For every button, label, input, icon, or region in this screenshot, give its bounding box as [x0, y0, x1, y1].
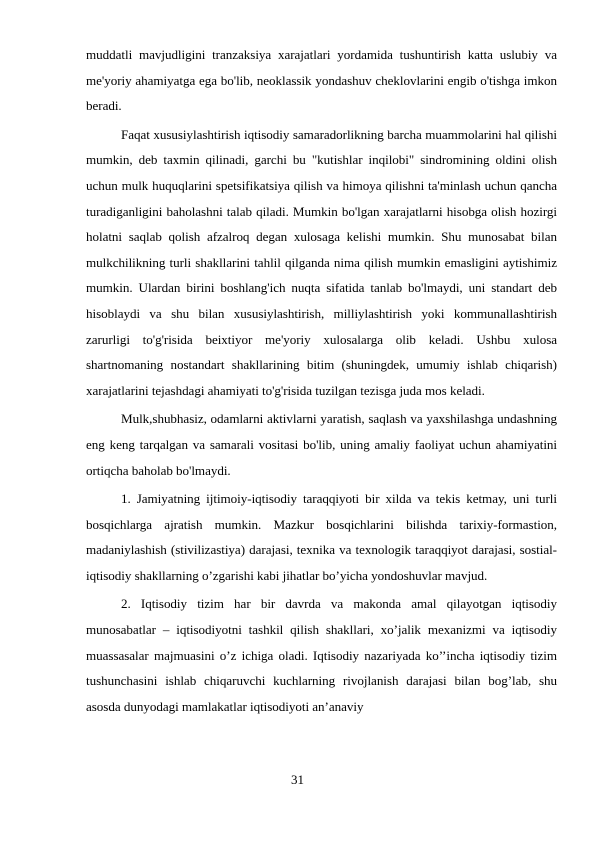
page-number: 31: [291, 772, 304, 787]
paragraph-property: Mulk,shubhasiz, odamlarni aktivlarni yaratish, saqlash va yaxshilashga undashning eng keng tarqalgan va samarali vositasi bo'lib, uning amaliy faoliyat uchun ahamiyatini ortiqcha baholab bo'lmaydi.: [86, 411, 557, 478]
paragraph-point-2: 2. Iqtisodiy tizim har bir davrda va makonda amal qilayotgan iqtisodiy munosabatlar – iqtisodiyotni tashkil qilish shakllari, xo’jalik mexanizmi va iqtisodiy muassasalar majmuasini o’z ichiga oladi. Iqtisodiy nazariyada ko’’incha iqtisodiy tizim tushunchasini ishlab chiqaruvchi kuchlarning rivojlanish darajasi bilan bog’lab, shu asosda dunyodagi mamlakatlar iqtisodiyoti an’anaviy: [86, 596, 557, 714]
paragraph-continuation: muddatli mavjudligini tranzaksiya xarajatlari yordamida tushuntirish katta uslubiy va me'yoriy ahamiyatga ega bo'lib, neoklassik yondashuv cheklovlarini engib o'tishga imkon beradi.: [86, 47, 557, 114]
paragraph-point-1: 1. Jamiyatning ijtimoiy-iqtisodiy taraqqiyoti bir xilda va tekis ketmay, uni turli bosqichlarga ajratish mumkin. Mazkur bosqichlarini bilishda tarixiy-formastion, madaniylashish (stivilizastiya) darajasi, texnika va texnologik taraqqiyot darajasi, sostial-iqtisodiy shakllarning o’zgarishi kabi jihatlar bo’yicha yondoshuvlar mavjud.: [86, 491, 557, 583]
document-body: [86, 42, 557, 719]
paragraph-privatization: Faqat xususiylashtirish iqtisodiy samaradorlikning barcha muammolarini hal qilishi mumkin, deb taxmin qilinadi, garchi bu "kutishlar inqilobi" sindromining oldini olish uchun mulk huquqlarini spetsifikatsiya qilish va himoya qilishni ta'minlash uchun qancha turadiganligini baholashni talab qiladi. Mumkin bo'lgan xarajatlarni hisobga olish hozirgi holatni saqlab qolish afzalroq degan xulosaga kelishi mumkin. Shu munosabat bilan mulkchilikning turli shakllarini tahlil qilganda nima qilish mumkin emasligini aytishimiz mumkin. Ulardan birini boshlang'ich nuqta sifatida tanlab bo'lmaydi, uni standart deb hisoblaydi va shu bilan xususiylashtirish, milliylashtirish yoki kommunallashtirish zarurligi to'g'risida beixtiyor me'yoriy xulosalarga olib keladi. Ushbu xulosa shartnomaning nostandart shakllarining bitim (shuningdek, umumiy ishlab chiqarish) xarajatlarini tejashdagi ahamiyati to'g'risida tuzilgan tezisga juda mos keladi.: [86, 126, 557, 398]
